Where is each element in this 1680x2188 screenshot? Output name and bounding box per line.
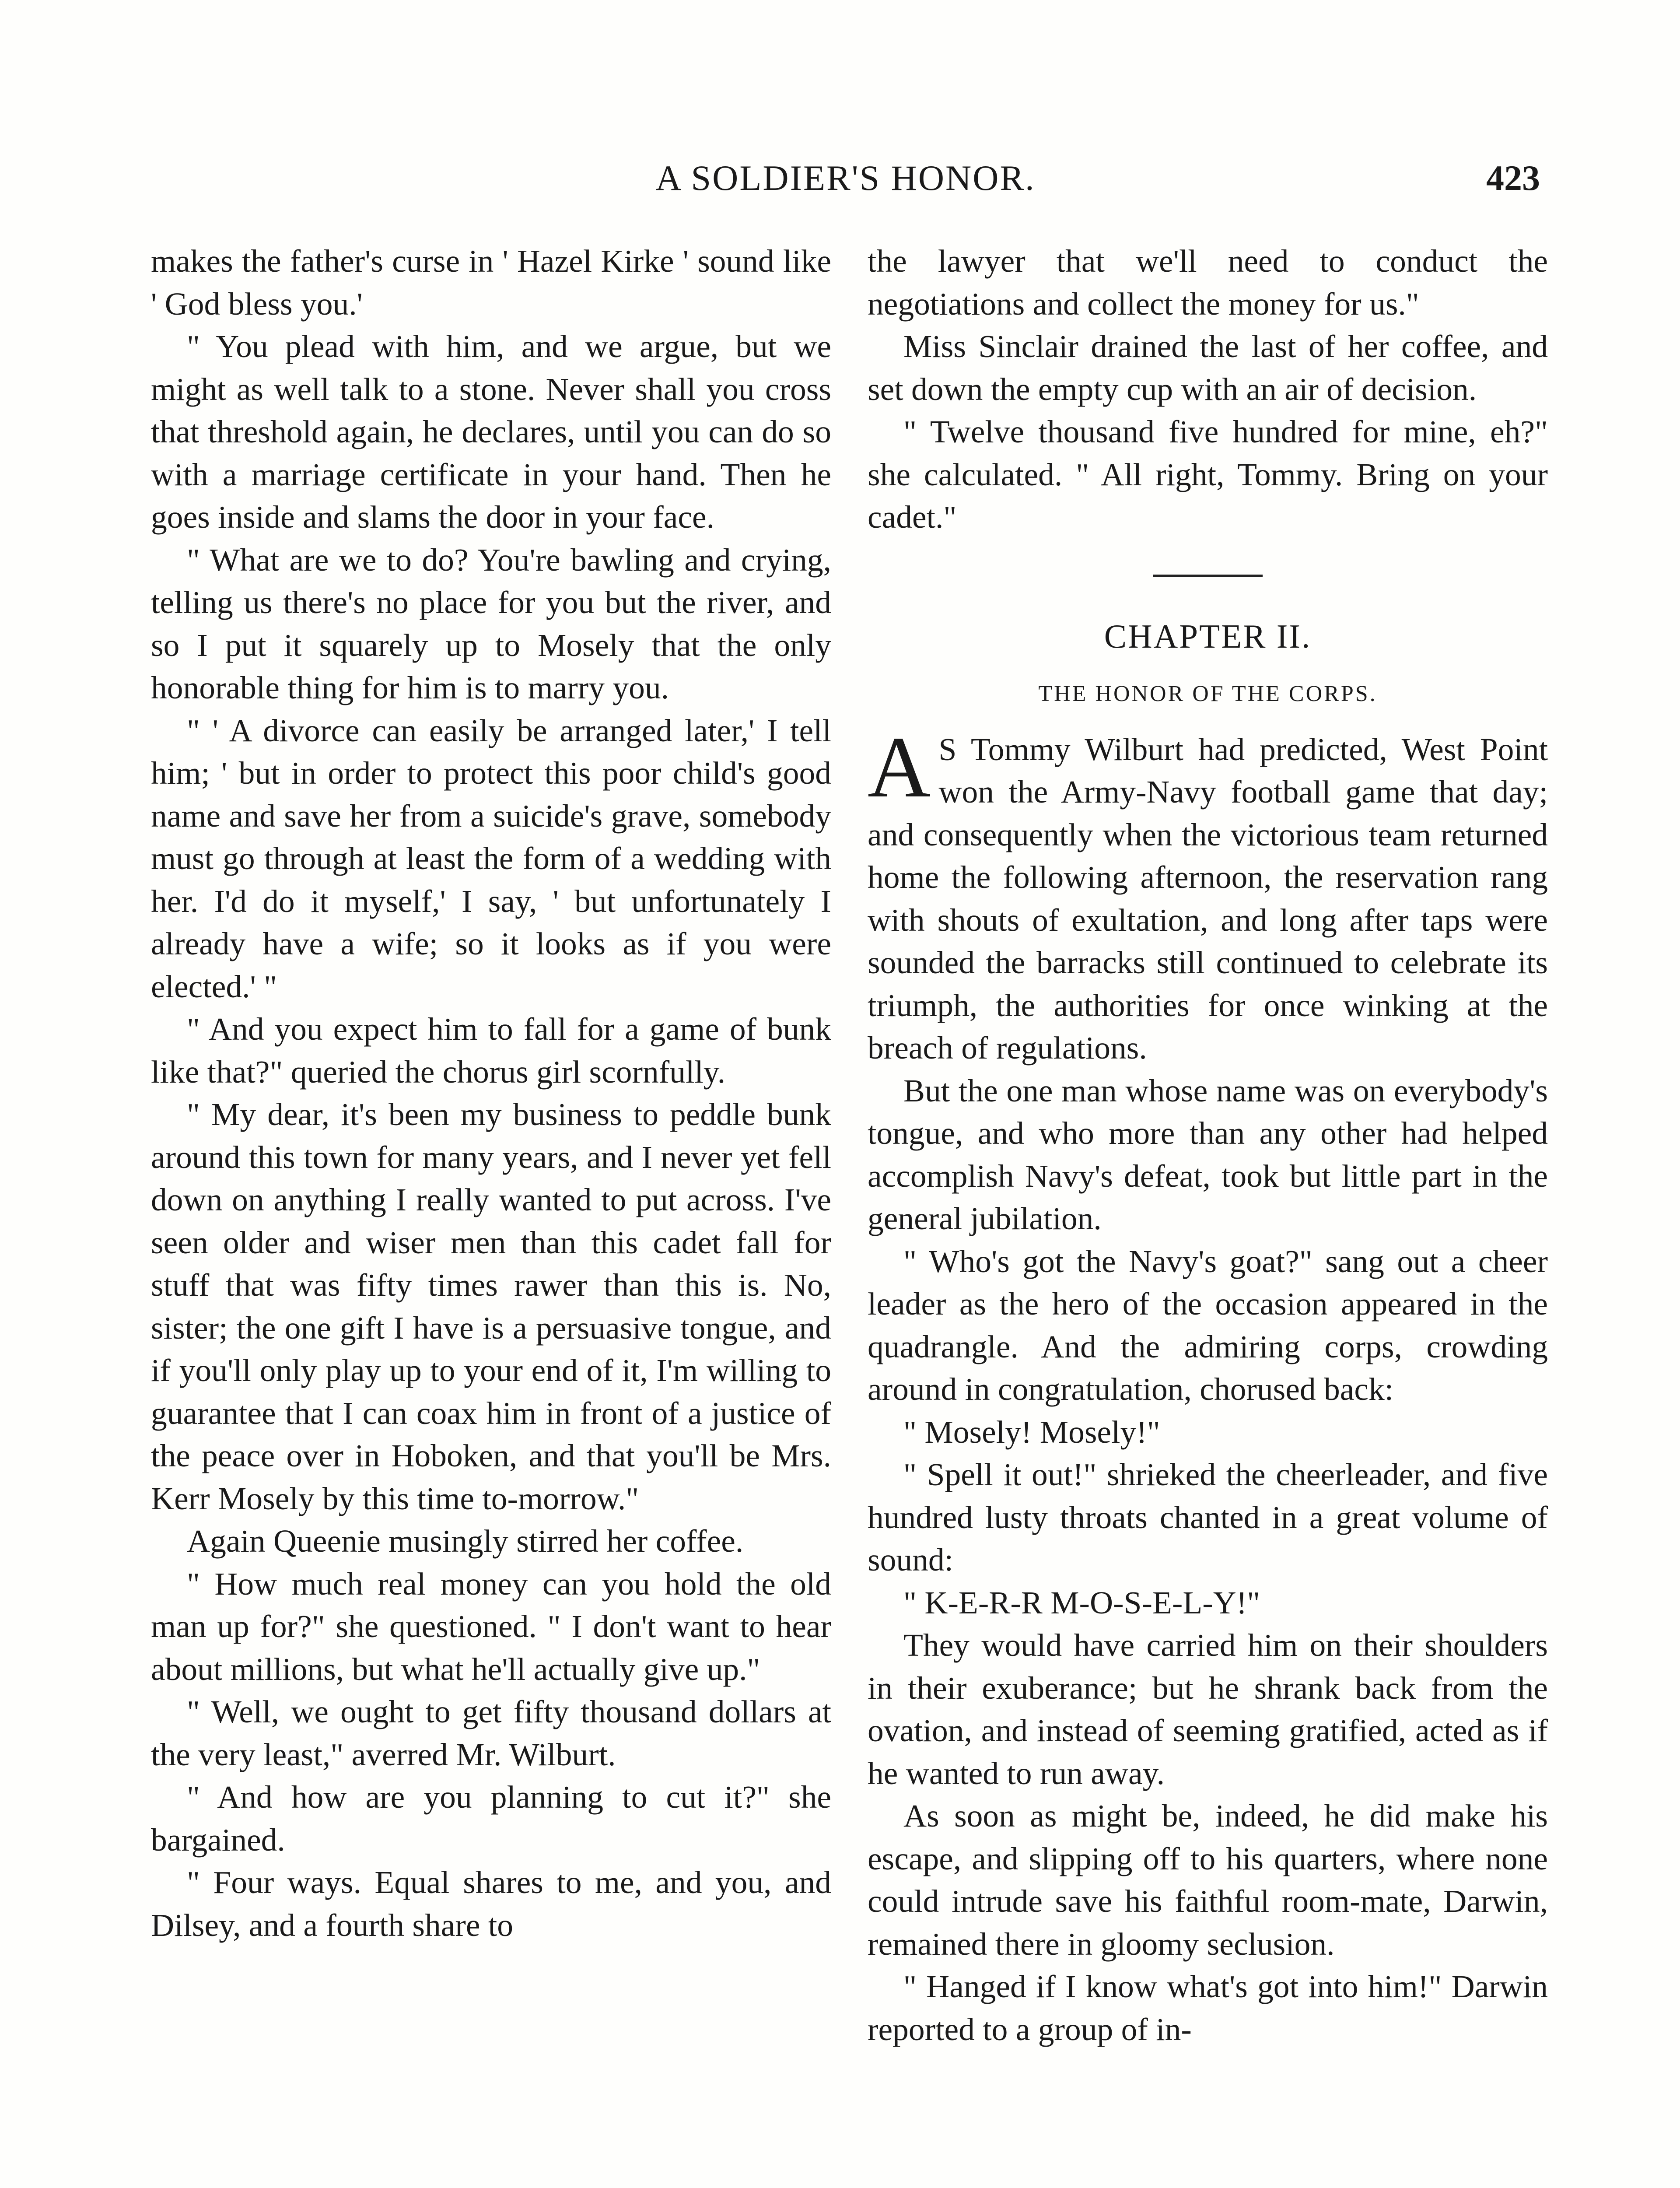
chapter-first-paragraph: [868, 719, 1548, 1069]
section-divider: [1153, 575, 1263, 577]
paragraph: " What are we to do? You're bawling and crying, telling us there's no place for you but the river, and so I put it squarely up to Mosely that the only honorable thing for him is to marry you.: [151, 542, 831, 705]
paragraph: " And you expect him to fall for a game of bunk like that?" queried the chorus girl scornfully.: [151, 1011, 831, 1090]
paragraph: " Well, we ought to get fifty thousand dollars at the very least," averred Mr. Wilburt.: [151, 1694, 831, 1772]
paragraph: " Spell it out!" shrieked the cheerleader, and five hundred lusty throats chanted in a great volume of sound:: [868, 1457, 1548, 1578]
paragraph: " Four ways. Equal shares to me, and you, and Dilsey, and a fourth share to: [151, 1865, 831, 1943]
paragraph: " ' A divorce can easily be arranged later,' I tell him; ' but in order to protect this poor child's good name and save her from a suicide's grave, somebody must go through at least the form of a wedding with her. I'd do it myself,' I say, ' but unfortunately I already have a wife; so it looks as if you were elected.' ": [151, 712, 831, 1004]
paragraph: " And how are you planning to cut it?" she bargained.: [151, 1779, 831, 1858]
paragraph: " Who's got the Navy's goat?" sang out a cheer leader as the hero of the occasion appeared in the quadrangle. And the admiring corps, crowding around in congratulation, chorused back:: [868, 1243, 1548, 1407]
chapter-first-paragraph-text: S Tommy Wilburt had predicted, West Point won the Army-Navy football game that day; and consequently when the victorious team returned home the following afternoon, the reservation rang with shouts of exultation, and long after taps were sounded the barracks still continued to celebrate its triumph, the authorities for once winking at the breach of regulations.: [868, 731, 1548, 1066]
paragraph: Miss Sinclair drained the last of her coffee, and set down the empty cup with an air of decision.: [868, 329, 1548, 407]
left-column: [151, 240, 831, 1946]
chapter-title: CHAPTER II.: [1104, 617, 1312, 655]
paragraph: " My dear, it's been my business to peddle bunk around this town for many years, and I never yet fell down on anything I really wanted to put across. I've seen older and wiser men than this cadet fall for stuff that was fifty times rawer than this is. No, sister; the one gift I have is a persuasive tongue, and if you'll only play up to your end of it, I'm willing to guarantee that I can coax him in front of a justice of the peace over in Hoboken, and that you'll be Mrs. Kerr Mosely by this time to-morrow.": [151, 1097, 831, 1516]
drop-cap: A: [868, 719, 931, 816]
paragraph: But the one man whose name was on everybody's tongue, and who more than any other had helped accomplish Navy's defeat, took but little part in the general jubilation.: [868, 1073, 1548, 1236]
paragraph: " K-E-R-R M-O-S-E-L-Y!": [903, 1585, 1260, 1620]
page-header: [151, 158, 1540, 206]
paragraph: As soon as might be, indeed, he did make his escape, and slipping off to his quarters, where none could intrude save his faithful room-mate, Darwin, remained there in gloomy seclusion.: [868, 1798, 1548, 1962]
paragraph: makes the father's curse in ' Hazel Kirke ' sound like ' God bless you.': [151, 243, 831, 322]
running-title: A SOLDIER'S HONOR.: [655, 158, 1036, 198]
paragraph: " Hanged if I know what's got into him!" Darwin reported to a group of in-: [868, 1969, 1548, 2047]
paragraph: " How much real money can you hold the old man up for?" she questioned. " I don't want to hear about millions, but what he'll actually give up.": [151, 1566, 831, 1687]
paragraph: the lawyer that we'll need to conduct the negotiations and collect the money for us.": [868, 243, 1548, 322]
paragraph: " Twelve thousand five hundred for mine, eh?" she calculated. " All right, Tommy. Bring on your cadet.": [868, 414, 1548, 535]
page-number: 423: [1486, 158, 1540, 198]
right-column: [868, 240, 1548, 2051]
chapter-subtitle: THE HONOR OF THE CORPS.: [1038, 681, 1377, 706]
paragraph: They would have carried him on their shoulders in their exuberance; but he shrank back from the ovation, and instead of seeming gratified, acted as if he wanted to run away.: [868, 1627, 1548, 1791]
paragraph: " Mosely! Mosely!": [903, 1414, 1160, 1450]
right-column-bottom: [868, 1069, 1548, 2051]
paragraph: Again Queenie musingly stirred her coffee.: [187, 1523, 744, 1559]
right-column-top: [868, 240, 1548, 539]
paragraph: " You plead with him, and we argue, but we might as well talk to a stone. Never shall you cross that threshold again, he declares, until you can do so with a marriage certificate in your hand. Then he goes inside and slams the door in your face.: [151, 329, 831, 535]
